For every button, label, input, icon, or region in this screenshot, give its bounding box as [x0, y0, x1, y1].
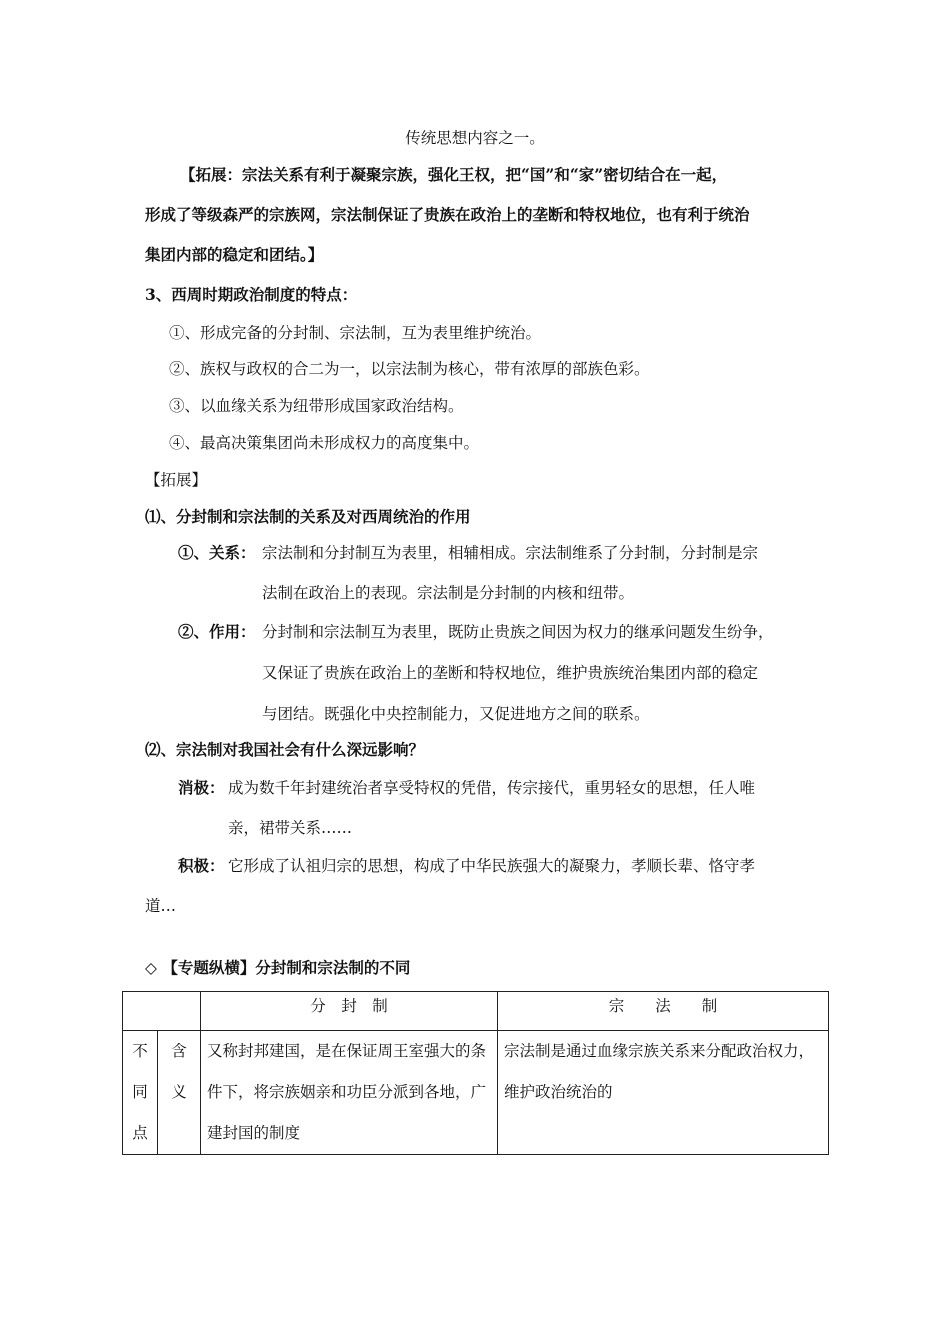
- row-group-char: 不: [132, 1042, 148, 1060]
- table-header-row: [123, 992, 829, 1031]
- expansion-text-line3: 集团内部的稳定和团结。】: [145, 245, 324, 264]
- positive-line1: 它形成了认祖归宗的思想，构成了中华民族强大的凝聚力，孝顺长辈、恪守孝: [228, 857, 756, 875]
- zongfa-meaning: 宗法制是通过血缘宗族关系来分配政治权力，维护政治统治的: [504, 1042, 815, 1101]
- section3-item: ②、族权与政权的合二为一，以宗法制为核心，带有浓厚的部族色彩。: [169, 360, 650, 378]
- negative-line1: 成为数千年封建统治者享受特权的凭借，传宗接代，重男轻女的思想，任人唯: [228, 779, 756, 797]
- q2-heading: ⑵、宗法制对我国社会有什么深远影响？: [145, 740, 425, 759]
- section3-item: ①、形成完备的分封制、宗法制，互为表里维护统治。: [169, 324, 542, 342]
- expansion-text-line1: 【拓展：宗法关系有利于凝聚宗族，强化王权，把“国”和“家”密切结合在一起，: [180, 165, 728, 184]
- negative-line2: 亲，裙带关系……: [228, 819, 353, 837]
- comparison-table: [122, 991, 829, 1155]
- effect-line2: 又保证了贵族在政治上的垄断和特权地位，维护贵族统治集团内部的稳定: [262, 664, 759, 682]
- row-label-char: 含: [171, 1042, 187, 1060]
- zongfa-meaning-cell: [498, 1031, 829, 1155]
- table-corner-cell: [123, 992, 201, 1031]
- row-group-label: [123, 1031, 158, 1155]
- q1-heading: ⑴、分封制和宗法制的关系及对西周统治的作用: [145, 507, 471, 526]
- topic-heading: ◇ 【专题纵横】分封制和宗法制的不同: [145, 958, 411, 977]
- section3-heading: 3、西周时期政治制度的特点：: [145, 285, 358, 304]
- effect-line1: 分封制和宗法制互为表里，既防止贵族之间因为权力的继承问题发生纷争，: [262, 623, 774, 641]
- effect-label: ②、作用：: [178, 622, 256, 641]
- expansion2-label: 【拓展】: [145, 471, 208, 489]
- positive-label: 积极：: [178, 856, 225, 875]
- fenfeng-meaning-cell: [201, 1031, 498, 1155]
- row-group-char: 点: [132, 1124, 148, 1142]
- relation-line2: 法制在政治上的表现。宗法制是分封制的内核和纽带。: [262, 584, 635, 602]
- intro-line: 传统思想内容之一。: [405, 129, 545, 147]
- section3-item: ③、以血缘关系为纽带形成国家政治结构。: [169, 397, 464, 415]
- positive-line2: 道…: [145, 897, 177, 915]
- row-group-char: 同: [132, 1083, 148, 1101]
- row-label-char: 义: [171, 1083, 187, 1101]
- expansion-text-line2: 形成了等级森严的宗族网，宗法制保证了贵族在政治上的垄断和特权地位，也有利于统治: [145, 205, 750, 224]
- relation-label: ①、关系：: [178, 543, 256, 562]
- relation-line1: 宗法制和分封制互为表里，相辅相成。宗法制维系了分封制，分封制是宗: [262, 544, 759, 562]
- effect-line3: 与团结。既强化中央控制能力，又促进地方之间的联系。: [262, 705, 650, 723]
- header-zongfa: 宗 法 制: [498, 992, 829, 1031]
- fenfeng-meaning: 又称封邦建国，是在保证周王室强大的条件下，将宗族姻亲和功臣分派到各地，广建封国的制度: [207, 1042, 487, 1142]
- section3-item: ④、最高决策集团尚未形成权力的高度集中。: [169, 434, 480, 452]
- row-label: [158, 1031, 201, 1155]
- negative-label: 消极：: [178, 778, 225, 797]
- table-row: [123, 1031, 829, 1155]
- header-fenfeng: 分 封 制: [201, 992, 498, 1031]
